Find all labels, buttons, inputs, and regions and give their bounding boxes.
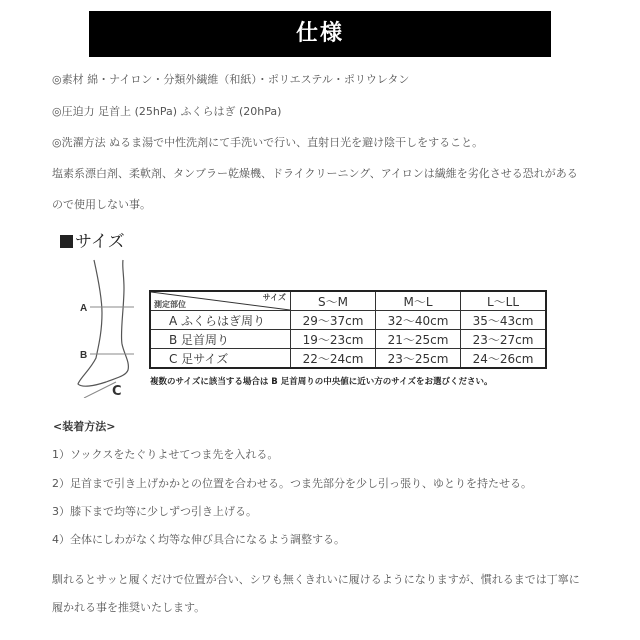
column-header: L〜LL [461,291,547,311]
table-corner-cell: サイズ 測定部位 [150,291,291,311]
table-cell: 23〜25cm [376,349,461,369]
spec-washing: ◎洗濯方法 ぬるま湯で中性洗剤にて手洗いで行い、直射日光を避け陰干しをすること。 [52,136,484,149]
closing-text-1: 馴れるとサッと履くだけで位置が合い、シワも無くきれいに履けるようになりますが、慣れるまでは丁寧に [52,573,580,586]
table-cell: 19〜23cm [291,330,376,349]
table-cell: 32〜40cm [376,311,461,330]
diagram-label-c: C [112,384,122,399]
table-cell: 21〜25cm [376,330,461,349]
spec-pressure: ◎圧迫力 足首上 (25hPa) ふくらはぎ (20hPa) [52,105,282,118]
row-label: A ふくらはぎ周り [150,311,291,330]
svg-text:A: A [80,303,88,314]
howto-step: 4）全体にしわがなく均等な伸び具合になるよう調整する。 [52,533,345,546]
size-note: 複数のサイズに該当する場合は B 足首周りの中央値に近い方のサイズをお選びください。 [150,377,493,387]
column-header: S〜M [291,291,376,311]
howto-step: 2）足首まで引き上げかかとの位置を合わせる。つま先部分を少し引っ張り、ゆとりを持たせる。 [52,477,532,490]
size-table [149,290,547,369]
table-cell: 22〜24cm [291,349,376,369]
table-row [150,349,546,369]
spec-caution-1: 塩素系漂白剤、柔軟剤、タンブラー乾燥機、ドライクリーニング、アイロンは繊維を劣化させる恐れがある [52,167,578,180]
howto-title: <装着方法> [53,420,116,433]
column-header: M〜L [376,291,461,311]
closing-text-2: 履かれる事を推奨いたします。 [52,601,206,614]
table-cell: 23〜27cm [461,330,547,349]
row-label: B 足首周り [150,330,291,349]
spec-material: ◎素材 綿・ナイロン・分類外繊維（和紙）・ポリエステル・ポリウレタン [52,73,410,86]
table-row [150,330,546,349]
square-bullet-icon [60,235,73,248]
leg-diagram-icon [76,258,146,398]
table-row [150,311,546,330]
table-cell: 35〜43cm [461,311,547,330]
table-cell: 29〜37cm [291,311,376,330]
page-title: 仕様 [89,11,551,57]
size-heading: サイズ [60,227,125,252]
howto-step: 3）膝下まで均等に少しずつ引き上げる。 [52,505,257,518]
svg-text:B: B [80,350,88,361]
howto-step: 1）ソックスをたぐりよせてつま先を入れる。 [52,448,279,461]
row-label: C 足サイズ [150,349,291,369]
spec-caution-2: ので使用しない事。 [52,198,151,211]
table-header-row [150,291,546,311]
table-cell: 24〜26cm [461,349,547,369]
